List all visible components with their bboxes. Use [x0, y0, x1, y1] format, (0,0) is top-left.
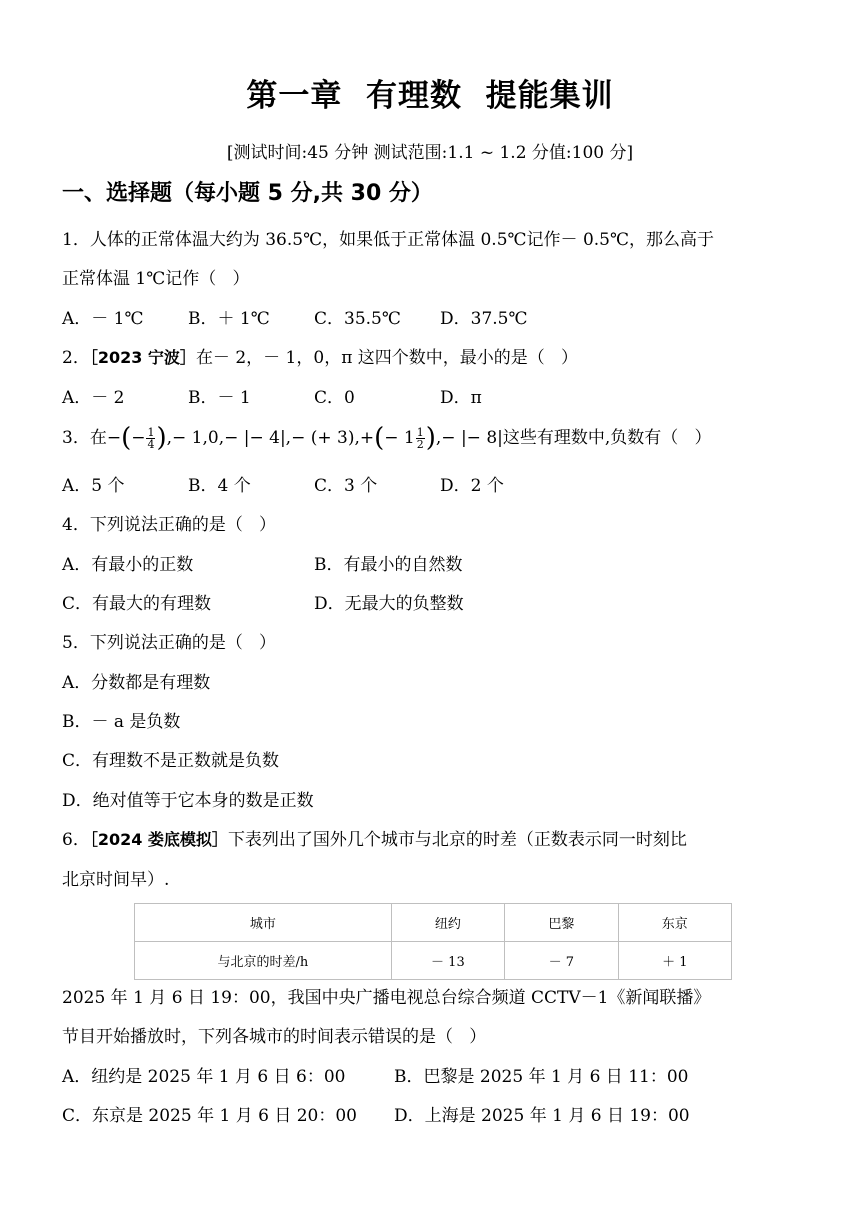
- q3-option-c: C．3 个: [314, 476, 378, 496]
- q3-option-d: D．2 个: [440, 476, 504, 496]
- q5-option-d: D．绝对值等于它本身的数是正数: [62, 791, 314, 811]
- q4-option-c: C．有最大的有理数: [62, 594, 212, 614]
- question-2: [62, 346, 578, 370]
- test-info: [测试时间:45 分钟 测试范围:1.1 ~ 1.2 分值:100 分]: [226, 143, 634, 163]
- question-1-line-2: 正常体温 1℃记作（ ）: [62, 269, 250, 289]
- q4-option-a: A．有最小的正数: [62, 555, 194, 575]
- q2-text: 在－ 2，－ 1，0，π 这四个数中，最小的是（ ）: [195, 348, 578, 368]
- table-row: [135, 942, 732, 980]
- page-title: 第一章 有理数 提能集训: [246, 78, 614, 114]
- q4-option-d: D．无最大的负整数: [314, 594, 464, 614]
- q2-option-c: C．0: [314, 388, 355, 408]
- question-6-line-2: 北京时间早）.: [62, 870, 170, 890]
- table-row: [135, 904, 732, 942]
- section-heading-choice: 一、选择题（每小题 5 分,共 30 分）: [62, 181, 433, 206]
- fraction-quarter: $\frac{1}{4}$: [147, 426, 155, 451]
- time-difference-table: [134, 903, 732, 980]
- q1-option-b: B．＋ 1℃: [188, 309, 270, 329]
- question-6-line-1: [62, 828, 687, 852]
- table-cell: － 13: [391, 942, 504, 980]
- paren-open: (: [374, 423, 385, 453]
- paren-open: (: [121, 423, 132, 453]
- q2-option-d: D．π: [440, 388, 482, 408]
- question-6-line-3: 2025 年 1 月 6 日 19：00，我国中央广播电视总台综合频道 CCTV－1《新闻联播》: [62, 988, 711, 1008]
- q3-text-3: ,− 1,0,− |− 4|,− (+ 3),+: [166, 428, 375, 448]
- q2-source-tag: ［2023 宁波］: [89, 348, 196, 367]
- q3-option-a: A．5 个: [62, 476, 125, 496]
- question-3: [62, 423, 712, 453]
- q3-text-5: ,− |− 8|这些有理数中,负数有（ ）: [435, 428, 712, 448]
- question-5: 5．下列说法正确的是（ ）: [62, 633, 277, 653]
- q3-option-b: B．4 个: [188, 476, 251, 496]
- q6-number: 6．: [62, 830, 90, 850]
- q2-number: 2．: [62, 348, 90, 368]
- q4-option-b: B．有最小的自然数: [314, 555, 463, 575]
- q2-option-b: B．－ 1: [188, 388, 251, 408]
- q5-option-a: A．分数都是有理数: [62, 673, 211, 693]
- table-cell: － 7: [505, 942, 618, 980]
- paren-close: ): [156, 423, 167, 453]
- q6-option-a: A．纽约是 2025 年 1 月 6 日 6：00: [62, 1067, 346, 1087]
- q1-option-a: A．－ 1℃: [62, 309, 144, 329]
- table-cell: ＋ 1: [618, 942, 731, 980]
- q5-option-c: C．有理数不是正数就是负数: [62, 751, 280, 771]
- table-cell: 纽约: [391, 904, 504, 942]
- q1-option-d: D．37.5℃: [440, 309, 528, 329]
- q3-text-4: − 1: [384, 428, 415, 448]
- q6-option-d: D．上海是 2025 年 1 月 6 日 19：00: [394, 1106, 690, 1126]
- q5-option-b: B．－ a 是负数: [62, 712, 181, 732]
- table-cell: 巴黎: [505, 904, 618, 942]
- fraction-half: $\frac{1}{2}$: [416, 426, 424, 451]
- q3-text-2: −: [131, 428, 146, 448]
- q3-text-1: 3．在−: [62, 428, 122, 448]
- table-cell: 与北京的时差/h: [135, 942, 392, 980]
- question-6-line-4: 节目开始播放时，下列各城市的时间表示错误的是（ ）: [62, 1027, 487, 1047]
- question-1-line-1: 1．人体的正常体温大约为 36.5℃，如果低于正常体温 0.5℃记作－ 0.5℃，那么高于: [62, 230, 715, 250]
- q2-option-a: A．－ 2: [62, 388, 125, 408]
- paren-close: ): [425, 423, 436, 453]
- q1-option-c: C．35.5℃: [314, 309, 401, 329]
- q6-option-c: C．东京是 2025 年 1 月 6 日 20：00: [62, 1106, 357, 1126]
- q6-option-b: B．巴黎是 2025 年 1 月 6 日 11：00: [394, 1067, 689, 1087]
- q6-text-1: 下表列出了国外几个城市与北京的时差（正数表示同一时刻比: [227, 830, 687, 850]
- table-cell: 东京: [618, 904, 731, 942]
- q6-source-tag: ［2024 娄底模拟］: [89, 830, 228, 849]
- question-4: 4．下列说法正确的是（ ）: [62, 515, 277, 535]
- table-cell: 城市: [135, 904, 392, 942]
